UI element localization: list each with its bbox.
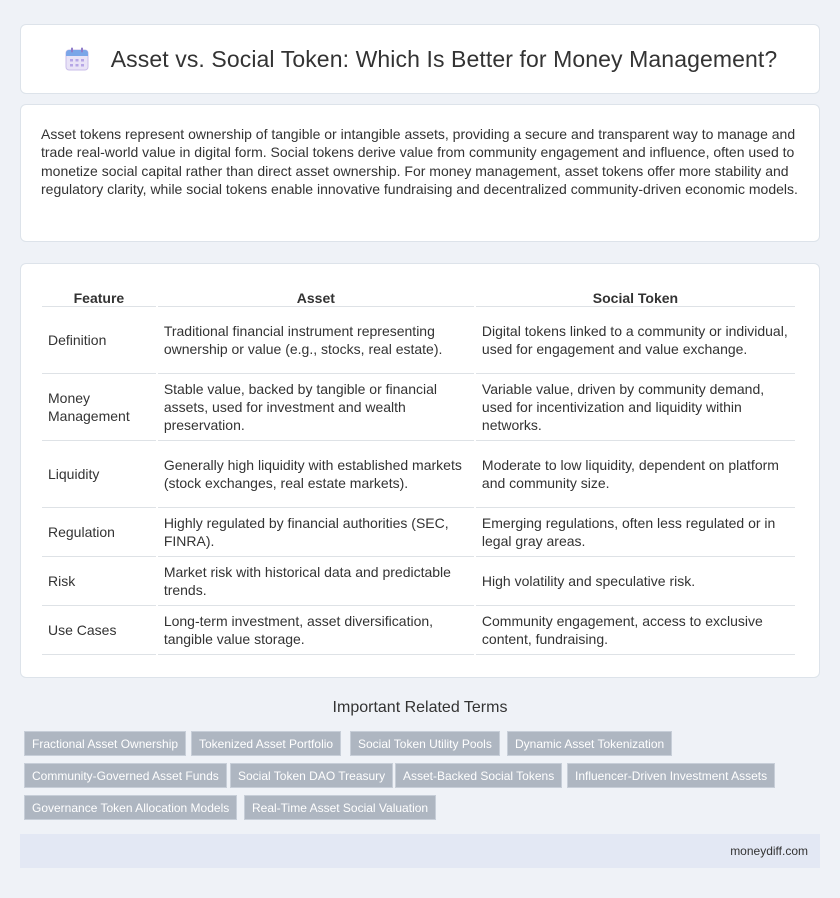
row-asset: Highly regulated by financial authorities (SEC, FINRA). — [158, 508, 474, 557]
row-social: Digital tokens linked to a community or individual, used for engagement and value exchange. — [476, 307, 795, 374]
related-term-tag[interactable]: Community-Governed Asset Funds — [24, 763, 227, 788]
footer — [20, 834, 820, 868]
table-row — [42, 307, 795, 374]
table-row — [42, 374, 795, 441]
row-social: Variable value, driven by community demand, used for incentivization and liquidity within networks. — [476, 374, 795, 441]
related-term-tag[interactable]: Governance Token Allocation Models — [24, 795, 237, 820]
row-feature: Risk — [42, 557, 156, 606]
row-asset: Generally high liquidity with established markets (stock exchanges, real estate markets). — [158, 441, 474, 508]
related-terms-title: Important Related Terms — [332, 699, 508, 716]
row-asset: Market risk with historical data and predictable trends. — [158, 557, 474, 606]
table-row — [42, 441, 795, 508]
row-social: High volatility and speculative risk. — [476, 557, 795, 606]
row-feature: Liquidity — [42, 441, 156, 508]
table-row — [42, 508, 795, 557]
row-asset: Stable value, backed by tangible or financial assets, used for investment and wealth preservation. — [158, 374, 474, 441]
row-social: Moderate to low liquidity, dependent on platform and community size. — [476, 441, 795, 508]
comparison-table — [40, 285, 797, 655]
intro-card — [20, 104, 820, 242]
table-header-row — [42, 285, 795, 307]
header-asset: Asset — [158, 285, 474, 307]
footer-site[interactable]: moneydiff.com — [730, 844, 808, 858]
related-term-tag[interactable]: Real-Time Asset Social Valuation — [244, 795, 436, 820]
row-social: Emerging regulations, often less regulated or in legal gray areas. — [476, 508, 795, 557]
row-feature: Definition — [42, 307, 156, 374]
related-term-tag[interactable]: Asset-Backed Social Tokens — [395, 763, 562, 788]
related-term-tag[interactable]: Fractional Asset Ownership — [24, 731, 186, 756]
intro-text: Asset tokens represent ownership of tangible or intangible assets, providing a secure and transparent way to manage and trade real-world value in digital form. Social tokens derive value from community engagement and influence, often used to monetize social capital rather than direct asset ownership. For money management, asset tokens offer more stability and regulatory clarity, while social tokens enable innovative fundraising and decentralized community-driven economic models. — [41, 126, 798, 198]
row-feature: Regulation — [42, 508, 156, 557]
row-asset: Long-term investment, asset diversification, tangible value storage. — [158, 606, 474, 655]
related-term-tag[interactable]: Influencer-Driven Investment Assets — [567, 763, 775, 788]
related-term-tag[interactable]: Dynamic Asset Tokenization — [507, 731, 672, 756]
page-title: Asset vs. Social Token: Which Is Better for Money Management? — [110, 45, 778, 72]
related-term-tag[interactable]: Tokenized Asset Portfolio — [191, 731, 341, 756]
comparison-table-card — [20, 263, 820, 678]
table-row — [42, 606, 795, 655]
row-asset: Traditional financial instrument representing ownership or value (e.g., stocks, real estate). — [158, 307, 474, 374]
header-card — [20, 24, 820, 94]
row-feature: Use Cases — [42, 606, 156, 655]
related-term-tag[interactable]: Social Token Utility Pools — [350, 731, 500, 756]
related-term-tag[interactable]: Social Token DAO Treasury — [230, 763, 393, 788]
calendar-icon — [63, 45, 91, 73]
header-feature: Feature — [42, 285, 156, 307]
row-social: Community engagement, access to exclusive content, fundraising. — [476, 606, 795, 655]
header-social-token: Social Token — [476, 285, 795, 307]
row-feature: Money Management — [42, 374, 156, 441]
table-row — [42, 557, 795, 606]
